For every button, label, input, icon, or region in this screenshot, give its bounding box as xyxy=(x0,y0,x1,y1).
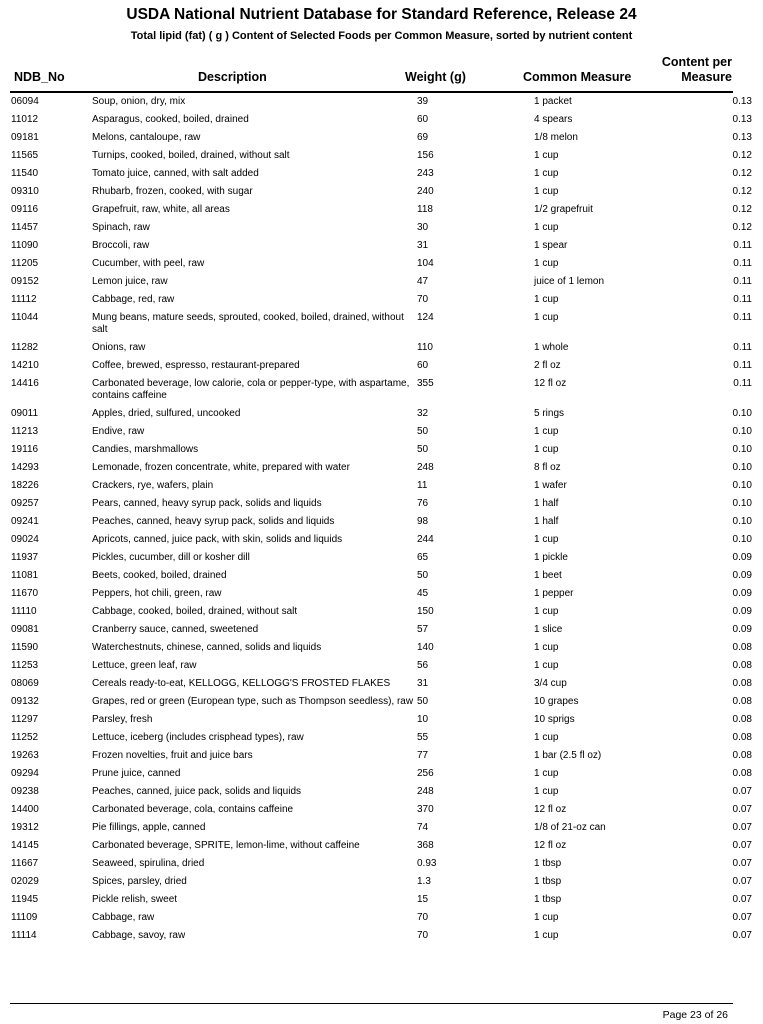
description-cell: Cucumber, with peel, raw xyxy=(92,258,205,269)
table-row xyxy=(0,375,763,405)
column-header-description: Description xyxy=(198,70,267,84)
common-measure-cell: 1 cup xyxy=(534,186,559,197)
table-row xyxy=(0,129,763,147)
common-measure-cell: 1 cup xyxy=(534,606,559,617)
description-cell: Coffee, brewed, espresso, restaurant-prepared xyxy=(92,360,300,371)
description-cell: Grapes, red or green (European type, such as Thompson seedless), raw xyxy=(92,696,414,707)
weight-cell: 110 xyxy=(417,342,433,353)
description-cell: Waterchestnuts, chinese, canned, solids and liquids xyxy=(92,642,322,653)
description-cell: Beets, cooked, boiled, drained xyxy=(92,570,227,581)
table-row xyxy=(0,603,763,621)
content-value-cell: 0.08 xyxy=(732,750,752,761)
description-cell: Pickles, cucumber, dill or kosher dill xyxy=(92,552,250,563)
common-measure-cell: 1 cup xyxy=(534,222,559,233)
common-measure-cell: 1 cup xyxy=(534,660,559,671)
content-value-cell: 0.10 xyxy=(732,426,752,437)
common-measure-cell: 1 cup xyxy=(534,930,559,941)
common-measure-cell: 1 cup xyxy=(534,294,559,305)
content-value-cell: 0.08 xyxy=(732,714,752,725)
weight-cell: 31 xyxy=(417,678,429,689)
content-value-cell: 0.07 xyxy=(732,822,752,833)
ndb-number-cell: 11945 xyxy=(11,894,39,905)
description-cell: Broccoli, raw xyxy=(92,240,150,251)
weight-cell: 15 xyxy=(417,894,429,905)
content-value-cell: 0.09 xyxy=(732,588,752,599)
ndb-number-cell: 19116 xyxy=(11,444,39,455)
common-measure-cell: 1 beet xyxy=(534,570,562,581)
common-measure-cell: 10 sprigs xyxy=(534,714,575,725)
common-measure-cell: 1 cup xyxy=(534,312,559,323)
ndb-number-cell: 09294 xyxy=(11,768,39,779)
report-title: USDA National Nutrient Database for Standard Reference, Release 24 xyxy=(126,6,637,23)
common-measure-cell: 1 whole xyxy=(534,342,569,353)
content-value-cell: 0.10 xyxy=(732,462,752,473)
weight-cell: 65 xyxy=(417,552,429,563)
ndb-number-cell: 11081 xyxy=(11,570,39,581)
description-cell: Frozen novelties, fruit and juice bars xyxy=(92,750,253,761)
common-measure-cell: 1 half xyxy=(534,498,559,509)
common-measure-cell: 1 wafer xyxy=(534,480,567,491)
common-measure-cell: 1 cup xyxy=(534,426,559,437)
description-cell: Soup, onion, dry, mix xyxy=(92,96,186,107)
content-value-cell: 0.13 xyxy=(732,96,752,107)
column-header-content-line1: Content per xyxy=(661,55,732,69)
common-measure-cell: 1 tbsp xyxy=(534,894,562,905)
weight-cell: 256 xyxy=(417,768,434,779)
content-value-cell: 0.09 xyxy=(732,606,752,617)
weight-cell: 57 xyxy=(417,624,429,635)
common-measure-cell: 1 cup xyxy=(534,912,559,923)
weight-cell: 69 xyxy=(417,132,429,143)
weight-cell: 50 xyxy=(417,570,429,581)
table-row xyxy=(0,891,763,909)
description-cell: Peaches, canned, juice pack, solids and liquids xyxy=(92,786,302,797)
common-measure-cell: 1 cup xyxy=(534,768,559,779)
content-value-cell: 0.07 xyxy=(732,876,752,887)
ndb-number-cell: 11540 xyxy=(11,168,39,179)
common-measure-cell: 1 cup xyxy=(534,642,559,653)
weight-cell: 370 xyxy=(417,804,434,815)
common-measure-cell: 1 cup xyxy=(534,258,559,269)
common-measure-cell: 4 spears xyxy=(534,114,573,125)
description-cell: Mung beans, mature seeds, sprouted, cooked, boiled, drained, without salt xyxy=(92,312,404,335)
description-cell: Prune juice, canned xyxy=(92,768,181,779)
common-measure-cell: 1 cup xyxy=(534,786,559,797)
common-measure-cell: 1 half xyxy=(534,516,559,527)
description-cell: Cabbage, red, raw xyxy=(92,294,175,305)
description-cell: Onions, raw xyxy=(92,342,146,353)
footer-divider xyxy=(10,1003,733,1004)
table-row xyxy=(0,405,763,423)
weight-cell: 0.93 xyxy=(417,858,437,869)
description-cell: Crackers, rye, wafers, plain xyxy=(92,480,214,491)
description-cell: Spices, parsley, dried xyxy=(92,876,187,887)
ndb-number-cell: 14416 xyxy=(11,378,39,389)
table-row xyxy=(0,729,763,747)
content-value-cell: 0.08 xyxy=(732,768,752,779)
ndb-number-cell: 11114 xyxy=(11,930,37,941)
content-value-cell: 0.13 xyxy=(732,114,752,125)
common-measure-cell: 1 cup xyxy=(534,150,559,161)
nutrient-table-body xyxy=(0,93,763,945)
content-value-cell: 0.11 xyxy=(733,258,752,269)
content-value-cell: 0.12 xyxy=(732,204,752,215)
weight-cell: 70 xyxy=(417,912,429,923)
description-cell: Lemon juice, raw xyxy=(92,276,168,287)
common-measure-cell: 2 fl oz xyxy=(534,360,561,371)
table-row xyxy=(0,309,763,339)
description-cell: Seaweed, spirulina, dried xyxy=(92,858,205,869)
ndb-number-cell: 11282 xyxy=(11,342,39,353)
common-measure-cell: 1 tbsp xyxy=(534,858,562,869)
weight-cell: 50 xyxy=(417,696,429,707)
common-measure-cell: 1 bar (2.5 fl oz) xyxy=(534,750,602,761)
content-value-cell: 0.07 xyxy=(732,840,752,851)
table-row xyxy=(0,801,763,819)
weight-cell: 248 xyxy=(417,786,434,797)
content-value-cell: 0.11 xyxy=(733,360,752,371)
content-value-cell: 0.12 xyxy=(732,150,752,161)
weight-cell: 70 xyxy=(417,930,429,941)
table-row xyxy=(0,513,763,531)
nutrient-table xyxy=(0,93,763,945)
ndb-number-cell: 18226 xyxy=(11,480,39,491)
description-cell: Cabbage, cooked, boiled, drained, without salt xyxy=(92,606,298,617)
table-row xyxy=(0,693,763,711)
table-row xyxy=(0,765,763,783)
table-row xyxy=(0,477,763,495)
common-measure-cell: 10 grapes xyxy=(534,696,579,707)
description-cell: Pie fillings, apple, canned xyxy=(92,822,206,833)
description-cell: Lettuce, iceberg (includes crisphead types), raw xyxy=(92,732,304,743)
ndb-number-cell: 11590 xyxy=(11,642,39,653)
table-row xyxy=(0,873,763,891)
weight-cell: 32 xyxy=(417,408,429,419)
table-row xyxy=(0,549,763,567)
ndb-number-cell: 11937 xyxy=(11,552,39,563)
common-measure-cell: 8 fl oz xyxy=(534,462,561,473)
weight-cell: 248 xyxy=(417,462,434,473)
ndb-number-cell: 14293 xyxy=(11,462,39,473)
table-row xyxy=(0,783,763,801)
content-value-cell: 0.09 xyxy=(732,552,752,563)
weight-cell: 45 xyxy=(417,588,429,599)
content-value-cell: 0.12 xyxy=(732,186,752,197)
common-measure-cell: 1/8 of 21-oz can xyxy=(534,822,606,833)
description-cell: Parsley, fresh xyxy=(92,714,153,725)
description-cell: Apricots, canned, juice pack, with skin, solids and liquids xyxy=(92,534,343,545)
table-row xyxy=(0,147,763,165)
description-cell: Pears, canned, heavy syrup pack, solids and liquids xyxy=(92,498,322,509)
description-cell: Peppers, hot chili, green, raw xyxy=(92,588,222,599)
table-row xyxy=(0,219,763,237)
ndb-number-cell: 11565 xyxy=(11,150,39,161)
weight-cell: 70 xyxy=(417,294,429,305)
weight-cell: 355 xyxy=(417,378,434,389)
ndb-number-cell: 11457 xyxy=(11,222,39,233)
weight-cell: 47 xyxy=(417,276,429,287)
content-value-cell: 0.11 xyxy=(733,312,752,323)
content-value-cell: 0.10 xyxy=(732,534,752,545)
common-measure-cell: 1 cup xyxy=(534,732,559,743)
column-header-content-line2: Measure xyxy=(681,70,732,84)
table-row xyxy=(0,495,763,513)
ndb-number-cell: 11112 xyxy=(11,294,37,305)
content-value-cell: 0.08 xyxy=(732,678,752,689)
ndb-number-cell: 11012 xyxy=(11,114,39,125)
table-row xyxy=(0,747,763,765)
content-value-cell: 0.11 xyxy=(733,378,752,389)
ndb-number-cell: 11670 xyxy=(11,588,39,599)
table-row xyxy=(0,567,763,585)
ndb-number-cell: 14400 xyxy=(11,804,39,815)
content-value-cell: 0.07 xyxy=(732,804,752,815)
description-cell: Peaches, canned, heavy syrup pack, solids and liquids xyxy=(92,516,335,527)
ndb-number-cell: 14210 xyxy=(11,360,39,371)
weight-cell: 240 xyxy=(417,186,434,197)
common-measure-cell: 1/8 melon xyxy=(534,132,578,143)
content-value-cell: 0.11 xyxy=(733,240,752,251)
content-value-cell: 0.11 xyxy=(733,342,752,353)
ndb-number-cell: 11667 xyxy=(11,858,39,869)
weight-cell: 140 xyxy=(417,642,434,653)
description-cell: Rhubarb, frozen, cooked, with sugar xyxy=(92,186,253,197)
table-row xyxy=(0,657,763,675)
description-cell: Carbonated beverage, low calorie, cola or pepper-type, with aspartame, contains caffeine xyxy=(92,378,410,401)
description-cell: Lemonade, frozen concentrate, white, prepared with water xyxy=(92,462,350,473)
content-value-cell: 0.07 xyxy=(732,786,752,797)
ndb-number-cell: 11252 xyxy=(11,732,39,743)
common-measure-cell: 5 rings xyxy=(534,408,565,419)
content-value-cell: 0.12 xyxy=(732,222,752,233)
weight-cell: 156 xyxy=(417,150,434,161)
table-row xyxy=(0,273,763,291)
description-cell: Cabbage, savoy, raw xyxy=(92,930,186,941)
common-measure-cell: 1 cup xyxy=(534,168,559,179)
description-cell: Asparagus, cooked, boiled, drained xyxy=(92,114,249,125)
ndb-number-cell: 09238 xyxy=(11,786,39,797)
ndb-number-cell: 11205 xyxy=(11,258,39,269)
weight-cell: 124 xyxy=(417,312,434,323)
content-value-cell: 0.10 xyxy=(732,408,752,419)
ndb-number-cell: 14145 xyxy=(11,840,39,851)
ndb-number-cell: 06094 xyxy=(11,96,39,107)
ndb-number-cell: 09132 xyxy=(11,696,39,707)
content-value-cell: 0.07 xyxy=(732,894,752,905)
column-header-ndb-no: NDB_No xyxy=(14,70,65,84)
table-row xyxy=(0,459,763,477)
weight-cell: 76 xyxy=(417,498,429,509)
table-row xyxy=(0,183,763,201)
content-value-cell: 0.10 xyxy=(732,480,752,491)
weight-cell: 98 xyxy=(417,516,429,527)
ndb-number-cell: 09181 xyxy=(11,132,39,143)
weight-cell: 60 xyxy=(417,114,429,125)
weight-cell: 30 xyxy=(417,222,429,233)
table-row xyxy=(0,165,763,183)
weight-cell: 243 xyxy=(417,168,434,179)
weight-cell: 118 xyxy=(417,204,433,215)
content-value-cell: 0.08 xyxy=(732,660,752,671)
description-cell: Melons, cantaloupe, raw xyxy=(92,132,201,143)
weight-cell: 11 xyxy=(417,480,428,491)
common-measure-cell: 12 fl oz xyxy=(534,804,567,815)
column-header-content-per-measure xyxy=(640,55,732,85)
common-measure-cell: 1 pickle xyxy=(534,552,568,563)
common-measure-cell: juice of 1 lemon xyxy=(534,276,605,287)
content-value-cell: 0.07 xyxy=(732,858,752,869)
report-subtitle: Total lipid (fat) ( g ) Content of Selected Foods per Common Measure, sorted by nutrient content xyxy=(130,30,633,42)
weight-cell: 104 xyxy=(417,258,434,269)
common-measure-cell: 1 spear xyxy=(534,240,568,251)
ndb-number-cell: 09024 xyxy=(11,534,39,545)
description-cell: Apples, dried, sulfured, uncooked xyxy=(92,408,241,419)
weight-cell: 31 xyxy=(417,240,429,251)
common-measure-cell: 3/4 cup xyxy=(534,678,567,689)
table-row xyxy=(0,357,763,375)
weight-cell: 50 xyxy=(417,426,429,437)
table-row xyxy=(0,255,763,273)
description-cell: Pickle relish, sweet xyxy=(92,894,178,905)
table-row xyxy=(0,819,763,837)
common-measure-cell: 12 fl oz xyxy=(534,378,567,389)
common-measure-cell: 1/2 grapefruit xyxy=(534,204,593,215)
table-row xyxy=(0,909,763,927)
ndb-number-cell: 09241 xyxy=(11,516,39,527)
column-header-common-measure: Common Measure xyxy=(523,70,632,84)
content-value-cell: 0.08 xyxy=(732,696,752,707)
content-value-cell: 0.10 xyxy=(732,498,752,509)
table-row xyxy=(0,855,763,873)
table-row xyxy=(0,291,763,309)
content-value-cell: 0.08 xyxy=(732,732,752,743)
description-cell: Carbonated beverage, SPRITE, lemon-lime, without caffeine xyxy=(92,840,360,851)
ndb-number-cell: 09081 xyxy=(11,624,39,635)
content-value-cell: 0.13 xyxy=(732,132,752,143)
ndb-number-cell: 08069 xyxy=(11,678,39,689)
content-value-cell: 0.11 xyxy=(733,294,752,305)
ndb-number-cell: 09257 xyxy=(11,498,39,509)
weight-cell: 56 xyxy=(417,660,429,671)
ndb-number-cell: 02029 xyxy=(11,876,39,887)
ndb-number-cell: 09116 xyxy=(11,204,39,215)
common-measure-cell: 12 fl oz xyxy=(534,840,567,851)
description-cell: Candies, marshmallows xyxy=(92,444,199,455)
content-value-cell: 0.11 xyxy=(733,276,752,287)
common-measure-cell: 1 tbsp xyxy=(534,876,562,887)
ndb-number-cell: 19312 xyxy=(11,822,39,833)
description-cell: Cabbage, raw xyxy=(92,912,155,923)
ndb-number-cell: 11213 xyxy=(11,426,39,437)
weight-cell: 55 xyxy=(417,732,429,743)
table-row xyxy=(0,927,763,945)
description-cell: Cranberry sauce, canned, sweetened xyxy=(92,624,259,635)
ndb-number-cell: 11090 xyxy=(11,240,39,251)
description-cell: Turnips, cooked, boiled, drained, without salt xyxy=(92,150,290,161)
content-value-cell: 0.10 xyxy=(732,516,752,527)
description-cell: Cereals ready-to-eat, KELLOGG, KELLOGG'S FROSTED FLAKES xyxy=(92,678,391,689)
weight-cell: 74 xyxy=(417,822,429,833)
table-row xyxy=(0,621,763,639)
description-cell: Grapefruit, raw, white, all areas xyxy=(92,204,230,215)
description-cell: Lettuce, green leaf, raw xyxy=(92,660,197,671)
table-row xyxy=(0,585,763,603)
table-row xyxy=(0,639,763,657)
ndb-number-cell: 09152 xyxy=(11,276,39,287)
content-value-cell: 0.07 xyxy=(732,930,752,941)
table-row xyxy=(0,237,763,255)
weight-cell: 77 xyxy=(417,750,429,761)
common-measure-cell: 1 pepper xyxy=(534,588,574,599)
ndb-number-cell: 11253 xyxy=(11,660,39,671)
weight-cell: 10 xyxy=(417,714,429,725)
table-row xyxy=(0,711,763,729)
ndb-number-cell: 19263 xyxy=(11,750,39,761)
table-row xyxy=(0,675,763,693)
table-row xyxy=(0,339,763,357)
common-measure-cell: 1 slice xyxy=(534,624,563,635)
table-row xyxy=(0,201,763,219)
table-row xyxy=(0,531,763,549)
weight-cell: 368 xyxy=(417,840,434,851)
ndb-number-cell: 11044 xyxy=(11,312,39,323)
content-value-cell: 0.07 xyxy=(732,912,752,923)
description-cell: Tomato juice, canned, with salt added xyxy=(92,168,259,179)
table-row xyxy=(0,441,763,459)
column-header-weight: Weight (g) xyxy=(405,70,466,84)
description-cell: Carbonated beverage, cola, contains caffeine xyxy=(92,804,294,815)
common-measure-cell: 1 packet xyxy=(534,96,572,107)
content-value-cell: 0.09 xyxy=(732,624,752,635)
weight-cell: 60 xyxy=(417,360,429,371)
description-cell: Spinach, raw xyxy=(92,222,150,233)
common-measure-cell: 1 cup xyxy=(534,444,559,455)
ndb-number-cell: 09310 xyxy=(11,186,39,197)
table-row xyxy=(0,837,763,855)
weight-cell: 39 xyxy=(417,96,429,107)
content-value-cell: 0.12 xyxy=(732,168,752,179)
description-cell: Endive, raw xyxy=(92,426,145,437)
content-value-cell: 0.09 xyxy=(732,570,752,581)
ndb-number-cell: 11110 xyxy=(11,606,37,617)
table-row xyxy=(0,93,763,111)
weight-cell: 50 xyxy=(417,444,429,455)
ndb-number-cell: 11109 xyxy=(11,912,38,923)
weight-cell: 244 xyxy=(417,534,434,545)
table-row xyxy=(0,423,763,441)
ndb-number-cell: 11297 xyxy=(11,714,39,725)
ndb-number-cell: 09011 xyxy=(11,408,39,419)
weight-cell: 150 xyxy=(417,606,434,617)
weight-cell: 1.3 xyxy=(417,876,431,887)
page-number: Page 23 of 26 xyxy=(662,1009,728,1021)
content-value-cell: 0.08 xyxy=(732,642,752,653)
content-value-cell: 0.10 xyxy=(732,444,752,455)
common-measure-cell: 1 cup xyxy=(534,534,559,545)
table-row xyxy=(0,111,763,129)
